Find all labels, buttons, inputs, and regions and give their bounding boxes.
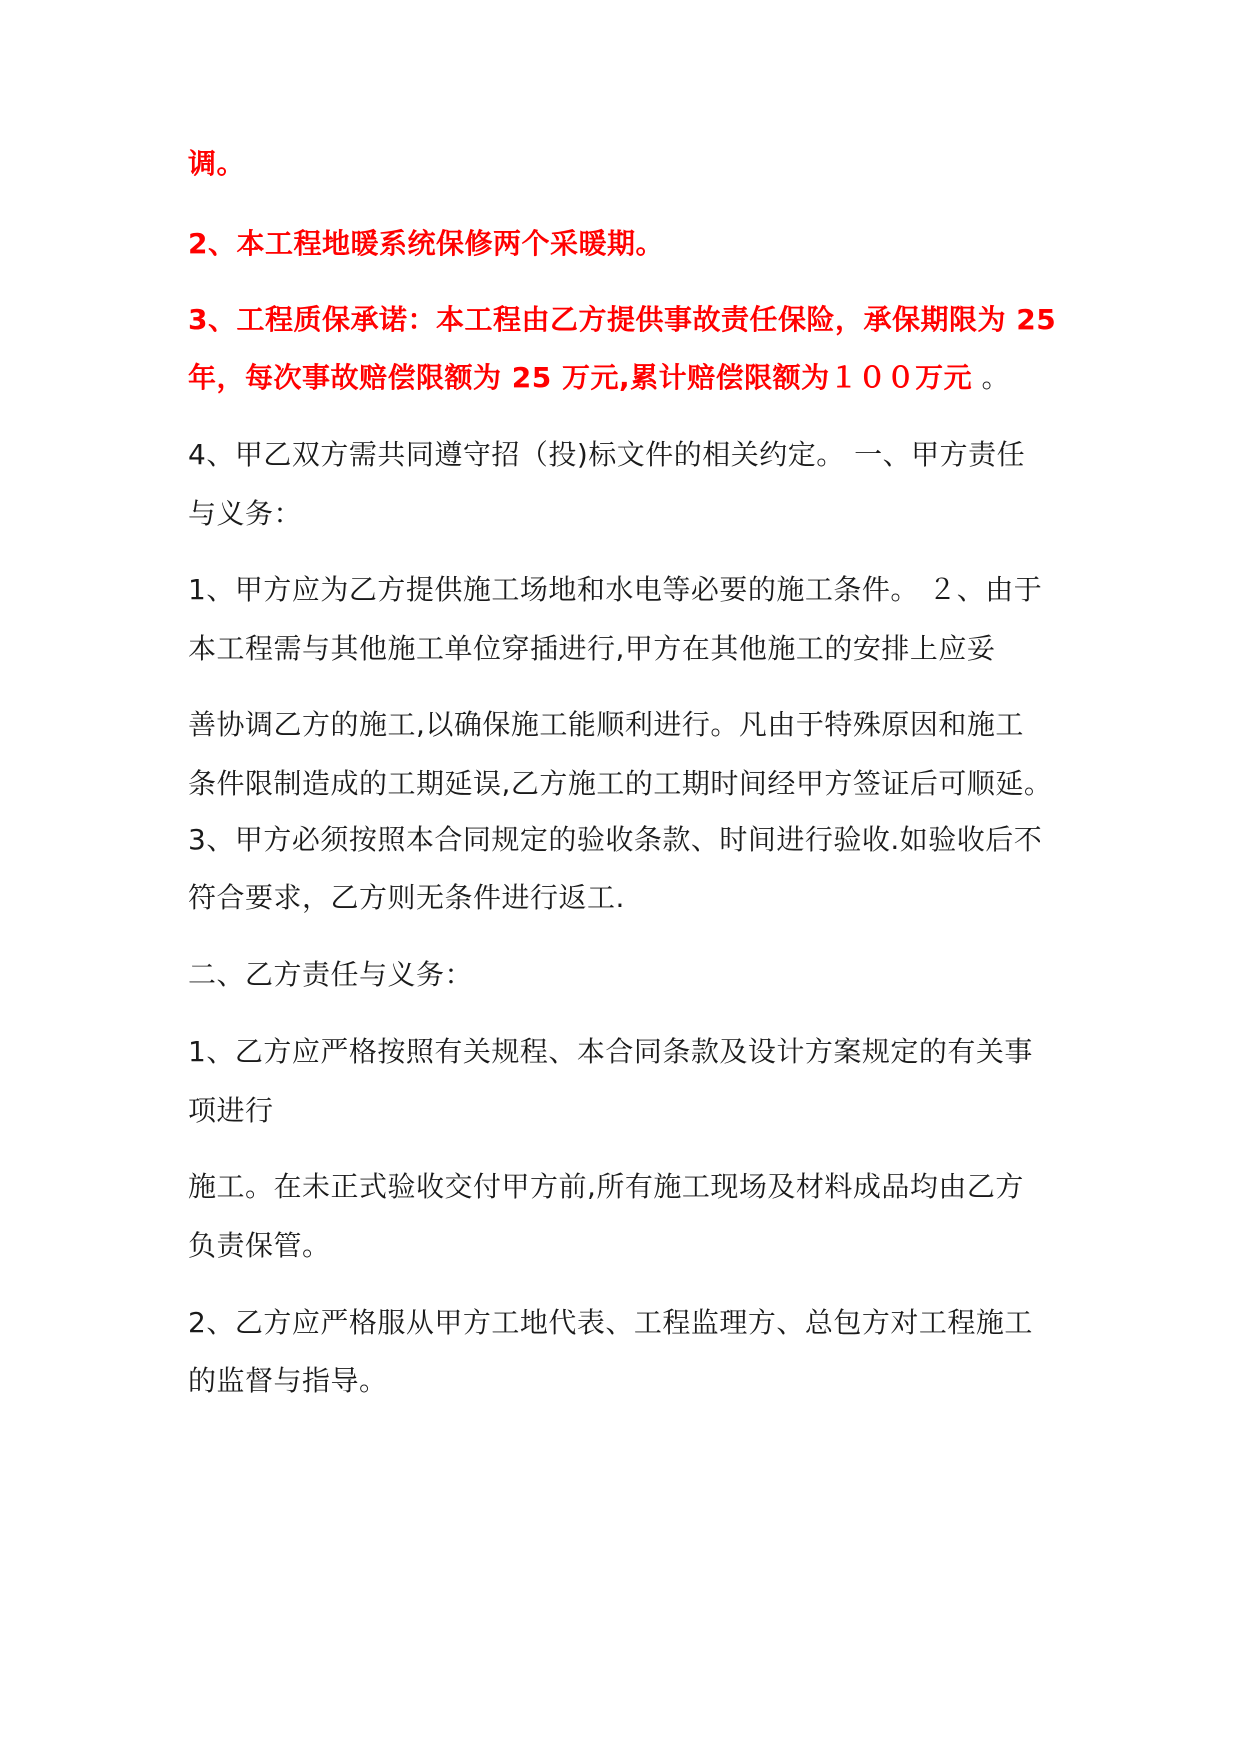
text-line-8: 本工程需与其他施工单位穿插进行,甲方在其他施工的安排上应妥 <box>188 632 996 665</box>
text-line-13: 二、乙方责任与义务： <box>188 958 474 991</box>
text-line-4-tail: 。 <box>972 361 1011 394</box>
text-line-4-red: 年，每次事故赔偿限额为 25 万元,累计赔偿限额为１００万元 <box>188 361 973 394</box>
text-line-19: 的监督与指导。 <box>188 1364 388 1397</box>
text-line-1: 调。 <box>188 147 246 180</box>
text-line-15: 项进行 <box>188 1094 274 1127</box>
text-line-6: 与义务： <box>188 497 303 530</box>
text-line-2: 2、本工程地暖系统保修两个采暖期。 <box>188 227 664 260</box>
text-line-5: 4、甲乙双方需共同遵守招（投)标文件的相关约定。 一、甲方责任 <box>188 438 1026 471</box>
text-line-12: 符合要求，乙方则无条件进行返工. <box>188 881 625 914</box>
text-line-18: 2、乙方应严格服从甲方工地代表、工程监理方、总包方对工程施工 <box>188 1306 1033 1339</box>
text-line-17: 负责保管。 <box>188 1229 331 1262</box>
text-line-3: 3、工程质保承诺：本工程由乙方提供事故责任保险，承保期限为 25 <box>188 303 1057 336</box>
text-line-14: 1、乙方应严格按照有关规程、本合同条款及设计方案规定的有关事 <box>188 1035 1033 1068</box>
text-line-16: 施工。在未正式验收交付甲方前,所有施工现场及材料成品均由乙方 <box>188 1170 1024 1203</box>
text-line-4 <box>188 361 1010 395</box>
text-line-11: 3、甲方必须按照本合同规定的验收条款、时间进行验收.如验收后不 <box>188 823 1043 856</box>
text-line-7: 1、甲方应为乙方提供施工场地和水电等必要的施工条件。 ２、由于 <box>188 573 1043 606</box>
text-line-9: 善协调乙方的施工,以确保施工能顺利进行。凡由于特殊原因和施工 <box>188 708 1024 741</box>
text-line-10: 条件限制造成的工期延误,乙方施工的工期时间经甲方签证后可顺延。 <box>188 767 1053 800</box>
